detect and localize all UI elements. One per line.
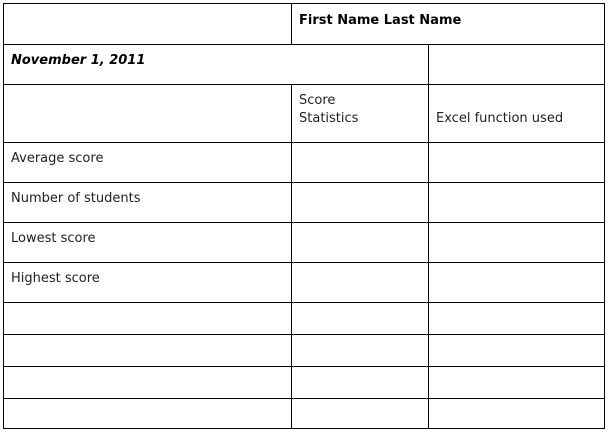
column-divider bbox=[291, 4, 292, 44]
row-divider bbox=[4, 302, 604, 303]
row-label-highest-score: Highest score bbox=[11, 271, 100, 286]
row-label-average-score: Average score bbox=[11, 151, 104, 166]
row-divider bbox=[4, 44, 604, 45]
score-statistics-table bbox=[3, 3, 605, 429]
score-statistics-heading-line2: Statistics bbox=[299, 111, 359, 126]
row-divider bbox=[4, 142, 604, 143]
row-divider bbox=[4, 84, 604, 85]
excel-function-heading: Excel function used bbox=[436, 111, 564, 126]
row-divider bbox=[4, 334, 604, 335]
row-divider bbox=[4, 366, 604, 367]
row-divider bbox=[4, 398, 604, 399]
column-divider bbox=[428, 44, 429, 428]
row-divider bbox=[4, 222, 604, 223]
column-divider bbox=[291, 84, 292, 428]
report-date: November 1, 2011 bbox=[11, 53, 146, 68]
student-name: First Name Last Name bbox=[299, 13, 462, 28]
row-label-number-of-students: Number of students bbox=[11, 191, 141, 206]
row-divider bbox=[4, 182, 604, 183]
row-divider bbox=[4, 262, 604, 263]
score-statistics-heading-line1: Score bbox=[299, 93, 336, 108]
row-label-lowest-score: Lowest score bbox=[11, 231, 96, 246]
